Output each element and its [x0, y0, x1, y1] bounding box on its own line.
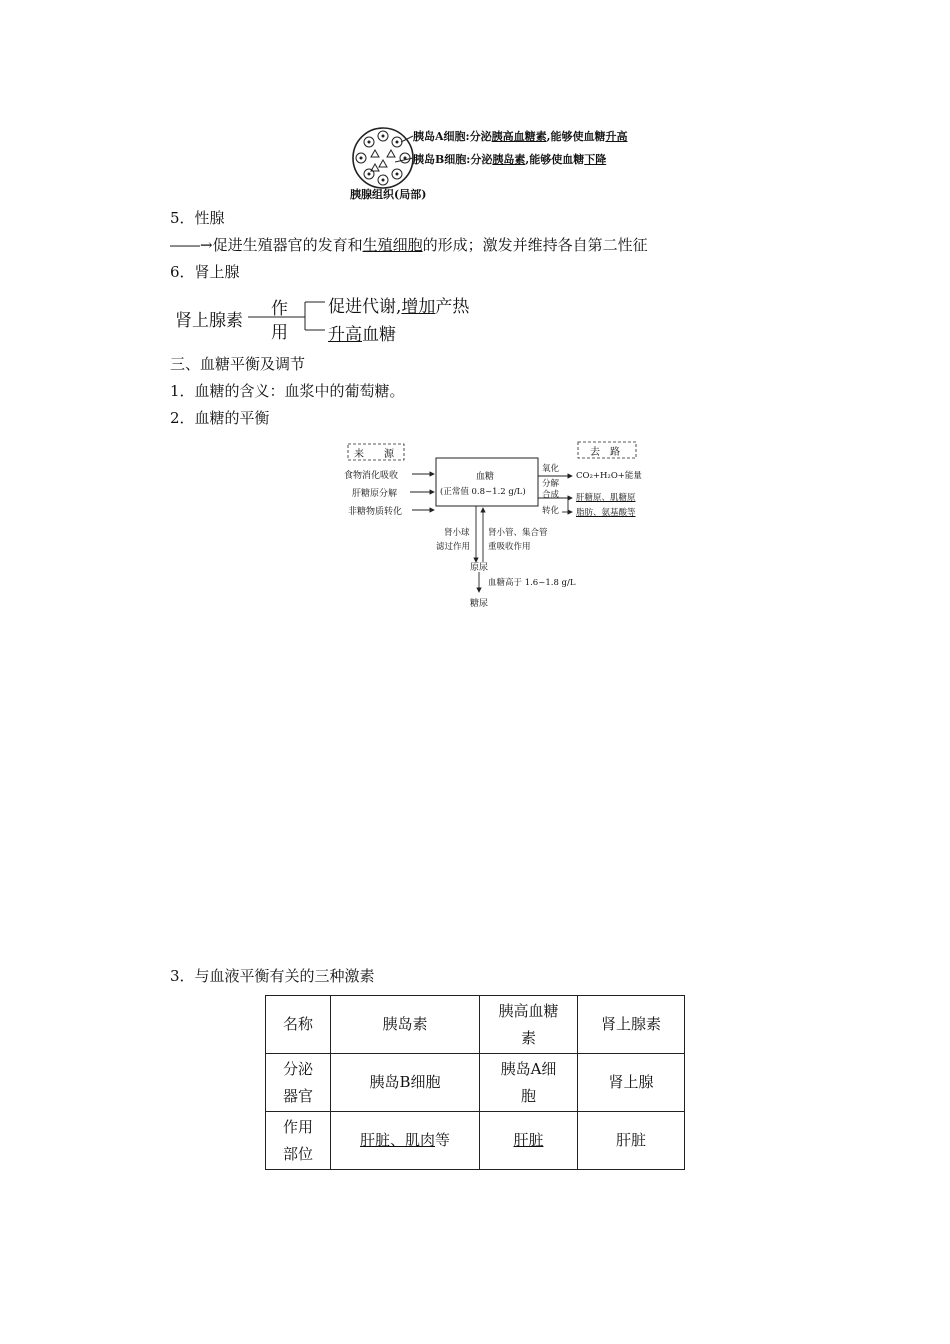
urine-label: 原尿: [470, 563, 489, 573]
table-row: [266, 1112, 685, 1170]
zuo-label: 作: [271, 299, 288, 319]
table-cell: 名称: [266, 996, 331, 1054]
glycosuria-label: 糖尿: [470, 599, 489, 609]
section3-item1: 1．血糖的含义：血浆中的葡萄糖。: [170, 382, 405, 400]
islet-figure: [345, 120, 645, 202]
section5-heading: 5．性腺: [170, 209, 225, 227]
source-2: 肝糖原分解: [352, 489, 398, 499]
islet-a-line: 胰岛A细胞:分泌胰高血糖素,能够使血糖升高: [413, 130, 628, 143]
table-cell: 肝脏: [578, 1112, 685, 1170]
filter-label-2: 滤过作用: [436, 542, 471, 552]
adrenaline-figure: [175, 290, 505, 344]
section3-item2: 2．血糖的平衡: [170, 409, 270, 427]
table-row: [266, 996, 685, 1054]
table-cell: 胰岛A细胞: [480, 1054, 578, 1112]
table-cell: 肾上腺素: [578, 996, 685, 1054]
oxidize-result: CO₂+H₂O+能量: [576, 471, 642, 481]
table-row: [266, 1054, 685, 1112]
table-cell: 肾上腺: [578, 1054, 685, 1112]
source-3: 非糖物质转化: [348, 507, 403, 517]
arrow-icon: ――→: [170, 236, 213, 254]
dest-title: 去 路: [590, 447, 620, 458]
threshold-label: 血糖高于 1.6~1.8 g/L: [488, 578, 576, 588]
hormone-table: [265, 995, 685, 1170]
item3-heading: 3．与血液平衡有关的三种激素: [170, 967, 375, 985]
synth-label-1: 合成: [542, 490, 560, 500]
source-title: 来 源: [354, 449, 394, 460]
adrenaline-label: 肾上腺素: [175, 311, 243, 331]
islet-caption: 胰腺组织(局部): [350, 188, 427, 201]
islet-b-line: 胰岛B细胞:分泌胰岛素,能够使血糖下降: [413, 153, 607, 166]
table-cell: 肝脏: [480, 1112, 578, 1170]
table-cell: 分泌器官: [266, 1054, 331, 1112]
table-cell: 胰高血糖素: [480, 996, 578, 1054]
section5-text: ――→促进生殖器官的发育和生殖细胞的形成；激发并维持各自第二性征: [170, 236, 648, 254]
glucose-diagram: [340, 438, 650, 610]
source-1: 食物消化吸收: [344, 471, 399, 481]
filter-label-1: 肾小球: [444, 528, 470, 538]
center-title: 血糖: [476, 472, 495, 482]
table-cell: 作用部位: [266, 1112, 331, 1170]
reabsorb-label-2: 重吸收作用: [488, 542, 531, 552]
center-sub: (正常值 0.8~1.2 g/L): [440, 487, 526, 497]
oxidize-label-1: 氧化: [542, 464, 560, 474]
synth-label-2: 转化: [542, 506, 560, 516]
effect-1: 促进代谢,增加产热: [328, 297, 470, 317]
reabsorb-label-1: 肾小管、集合管: [488, 528, 548, 538]
oxidize-label-2: 分解: [542, 479, 560, 489]
table-cell: 胰岛B细胞: [331, 1054, 480, 1112]
synth-result-2: 脂肪、氨基酸等: [576, 508, 636, 518]
table-cell: 肝脏、肌肉等: [331, 1112, 480, 1170]
synth-result-1: 肝糖原、肌糖原: [576, 493, 636, 503]
table-cell: 胰岛素: [331, 996, 480, 1054]
section3-heading: 三、血糖平衡及调节: [170, 355, 306, 373]
section6-heading: 6．肾上腺: [170, 263, 240, 281]
yong-label: 用: [271, 323, 288, 343]
effect-2: 升高血糖: [328, 325, 396, 345]
